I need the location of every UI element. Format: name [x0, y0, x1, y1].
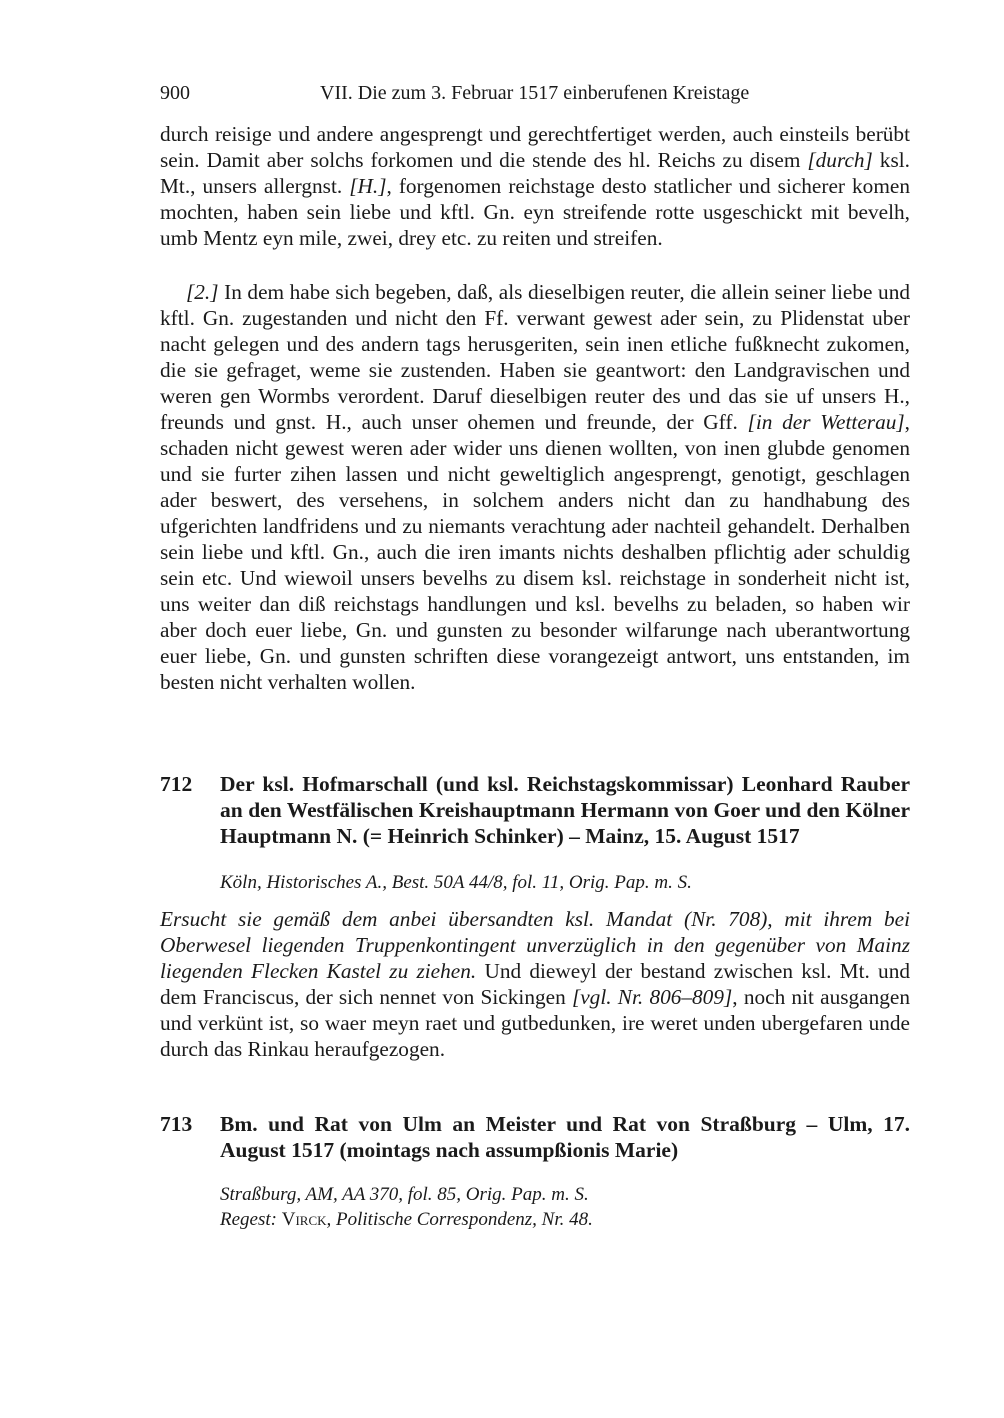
document-number-713: 713 [160, 1112, 193, 1136]
regest-reference: , Politische Correspondenz, Nr. 48. [326, 1209, 593, 1230]
document-title-713: Bm. und Rat von Ulm an Meister und Rat von Straßburg – Ulm, 17. August 1517 (mointags nach assumpßionis Marie) [220, 1112, 910, 1162]
running-header [160, 78, 910, 108]
text-run: ksl. Mt., unsers allergnst. [160, 148, 910, 198]
italic-text-run: Ersucht sie gemäß dem anbei übersandten ksl. Mandat (Nr. 708), mit ihrem bei Oberwesel liegenden Truppenkontingent unverzüglich in den gegenüber von Mainz liegenden Flecken Kastel zu ziehen. [160, 907, 910, 983]
continuation-paragraph-2 [160, 279, 910, 695]
source-archive-713: Straßburg, AM, AA 370, fol. 85, Orig. Pap. m. S. [220, 1184, 589, 1205]
text-run: , forgenomen reichstage desto statlicher und sicherer komen mochten, haben sein liebe und kftl. Gn. eyn streifende rotte usgeschickt mit bevelh, umb Mentz eyn mile, zwei, drey etc. zu reiten und streifen. [160, 174, 910, 250]
text-run: , noch nit ausgangen und verkünt ist, so waer meyn raet und gutbedunken, ire weret unden ubergefaren unde durch das Rinkau heraufgezogen. [160, 985, 911, 1061]
source-note-713 [220, 1182, 910, 1232]
document-number-712: 712 [160, 772, 193, 796]
regest-author: Virck [281, 1209, 327, 1230]
italic-text-run: [in der Wetterau] [747, 410, 905, 434]
running-title: VII. Die zum 3. Februar 1517 einberufenen Kreistage [320, 82, 750, 104]
page-number: 900 [160, 82, 190, 104]
italic-text-run: [vgl. Nr. 806–809] [571, 985, 733, 1009]
text-run: In dem habe sich begeben, daß, als dieselbigen reuter, die allein seiner liebe und kftl. Gn. zugestanden und nicht den Ff. verwant gewest ader sein, zu Plidenstat uber nacht gelegen und des andern tags herusgeriten, sein inen etliche fußknecht zukomen, die sie gefraget, weme sie zustenden. Haben sie geantwort: den Landgravischen und weren gen Wormbs verordent. Daruf dieselbigen reuter des und das sie uf unsers H., freunds und gnst. H., auch unser ohemen und freunde, der Gff. [160, 280, 910, 434]
text-run: durch reisige und andere angesprengt und gerechtfertiget werden, auch einsteils berübt sein. Damit aber solchs forkomen und die stende des hl. Reichs zu disem [160, 122, 910, 172]
document-title-712: Der ksl. Hofmarschall (und ksl. Reichstagskommissar) Leonhard Rauber an den Westfälischen Kreishauptmann Hermann von Goer und den Kölner Hauptmann N. (= Heinrich Schinker) – Mainz, 15. August 1517 [220, 772, 910, 848]
continuation-paragraph-1 [160, 121, 910, 251]
source-note-712: Köln, Historisches A., Best. 50A 44/8, fol. 11, Orig. Pap. m. S. [220, 872, 692, 893]
italic-text-run: [2.] [186, 280, 219, 304]
document-page [160, 0, 910, 1418]
document-body-712 [160, 906, 910, 1062]
text-run: Und dieweyl der bestand zwischen ksl. Mt. und dem Franciscus, der sich nennet von Sickingen [160, 959, 910, 1009]
regest-label: Regest: [220, 1209, 277, 1230]
italic-text-run: [H.] [349, 174, 387, 198]
text-run: , schaden nicht gewest weren ader wider uns dienen wollten, von inen glubde genomen und sie furter zihen lassen und nicht geweltiglich angesprengt, genotigt, geschlagen ader beswert, des versehens, in solchem anders nicht dan zu handhabung des ufgerichten landfridens und zu niemants verachtung ader nachteil gehandelt. Derhalben sein liebe und kftl. Gn., auch die iren imants nichts deshalben pflichtig ader schuldig sein etc. Und wiewoil unsers bevelhs zu disem ksl. reichstage in sonderheit nicht ist, uns weiter dan diß reichstags handlungen und ksl. bevelhs zu beladen, so haben wir aber doch euer liebe, Gn. und gunsten zu besonder wilfarunge nach uberantwortung euer liebe, Gn. und gunsten schriften diese vorangezeigt antwort, uns entstanden, im besten nicht verhalten wollen. [160, 410, 910, 694]
italic-text-run: [durch] [807, 148, 873, 172]
